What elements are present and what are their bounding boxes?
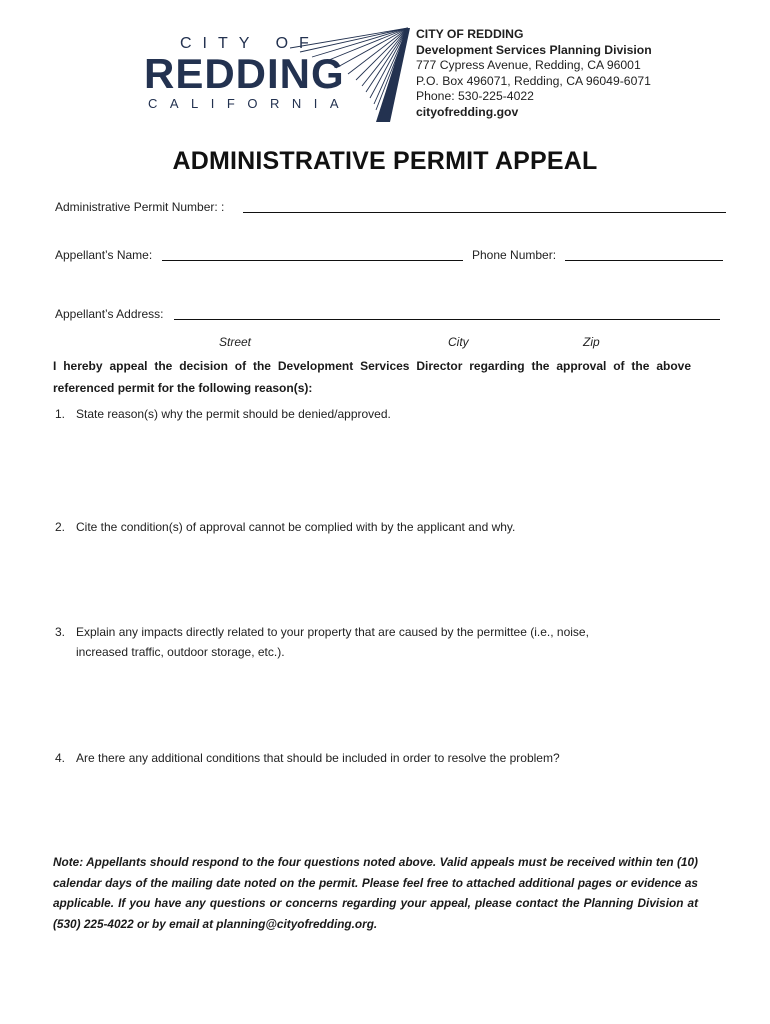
question-number: 2. (55, 520, 66, 534)
note-paragraph: Note: Appellants should respond to the four questions noted above. Valid appeals must be received within ten (10) calendar days of the mailing date noted on the permit. Please feel free to attached additional pages or evidence as applicable. If you have any questions or concerns regarding your appeal, please contact the Planning Division at (530) 225-4022 or by email at planning@cityofredding.org. (53, 855, 698, 931)
appellant-address-label: Appellant’s Address: (55, 307, 164, 321)
website: cityofredding.gov (416, 104, 519, 119)
question-number: 3. (55, 625, 66, 639)
logo-redding: REDDING (144, 50, 345, 97)
appeal-statement: I hereby appeal the decision of the Development Services Director regarding the approval of the above referenced permit for the following reason(s): (53, 359, 691, 395)
division-name: Development Services Planning Division (416, 42, 652, 57)
question-text: Cite the condition(s) of approval cannot be complied with by the applicant and why. (76, 520, 516, 534)
city-of-redding-logo (140, 24, 410, 124)
logo-city-of: CITY OF (180, 35, 320, 52)
phone-number-field[interactable] (565, 260, 723, 261)
appellant-address-field[interactable] (174, 319, 720, 320)
question-text: Are there any additional conditions that should be included in order to resolve the problem? (76, 751, 560, 765)
street-address: 777 Cypress Avenue, Redding, CA 96001 (416, 58, 641, 72)
phone-number: Phone: 530-225-4022 (416, 89, 534, 103)
question-1 (55, 404, 715, 426)
question-text: Explain any impacts directly related to your property that are caused by the permittee (i.e., noise, increased traffic, outdoor storage, etc.). (76, 625, 589, 659)
phone-number-label: Phone Number: (472, 248, 557, 262)
permit-number-field[interactable] (243, 212, 726, 213)
form-title: ADMINISTRATIVE PERMIT APPEAL (172, 147, 598, 175)
contact-block (416, 27, 652, 120)
street-caption: Street (219, 335, 252, 349)
question-4 (55, 748, 715, 770)
permit-number-label: Administrative Permit Number: : (55, 200, 225, 214)
question-number: 1. (55, 407, 66, 421)
logo-california: CALIFORNIA (148, 96, 352, 111)
appellant-name-field[interactable] (162, 260, 463, 261)
question-2 (55, 517, 715, 539)
question-number: 4. (55, 751, 66, 765)
city-caption: City (448, 335, 469, 349)
po-box-address: P.O. Box 496071, Redding, CA 96049-6071 (416, 73, 651, 88)
question-3 (55, 622, 715, 666)
question-text: State reason(s) why the permit should be denied/approved. (76, 407, 391, 421)
zip-caption: Zip (583, 335, 600, 349)
bridge-pylon-graphic (376, 28, 410, 122)
appellant-name-label: Appellant’s Name: (55, 248, 153, 262)
org-name: CITY OF REDDING (416, 27, 524, 41)
